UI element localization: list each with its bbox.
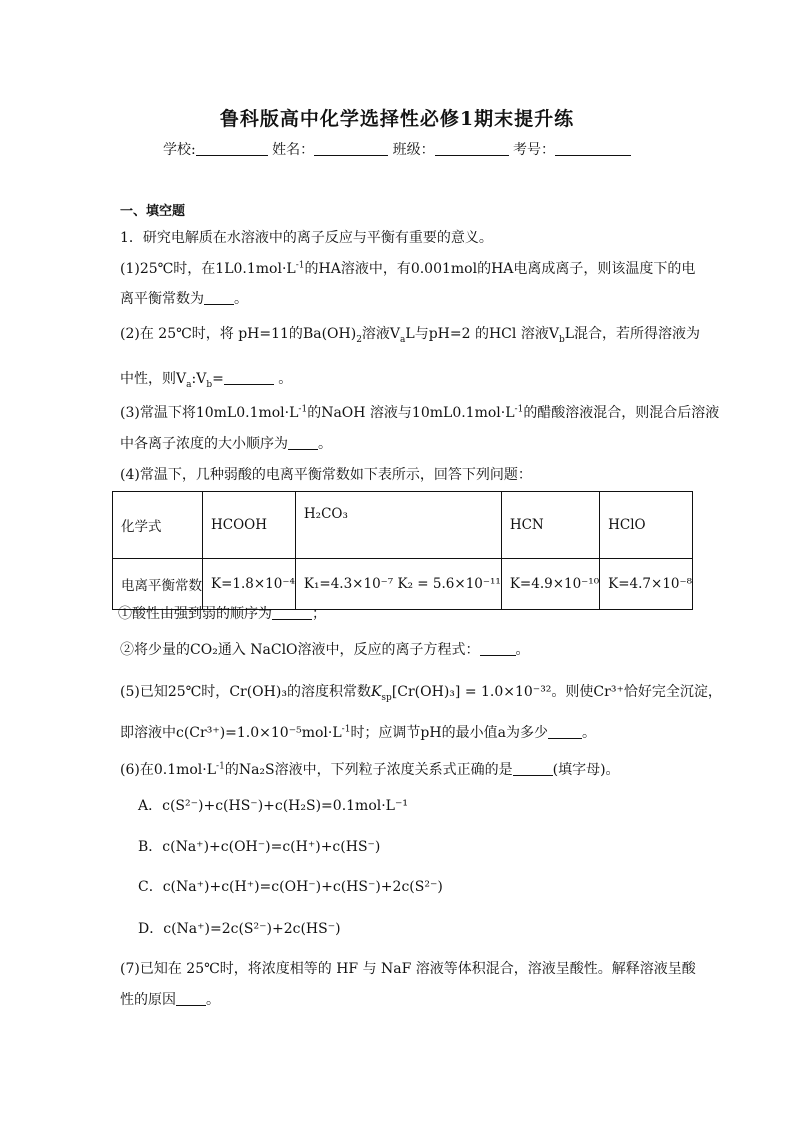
q7-line1: (7)已知在 25℃时，将浓度相等的 HF 与 NaF 溶液等体积混合，溶液呈酸性。解释溶液呈酸 [120, 961, 696, 977]
option-c: C．c(Na⁺)+c(H⁺)=c(OH⁻)+c(HS⁻)+2c(S²⁻) [138, 879, 443, 895]
page-title: 鲁科版高中化学选择性必修1期末提升练 [219, 108, 575, 130]
q6-line1: (6)在$0.1mol\cdot L^{-1}$的Na₂S溶液中，下列粒子浓度关系式正确的是 (填字母)。 [120, 761, 620, 778]
school-label: 学校: [162, 142, 196, 158]
q7-line2: 性的原因 。 [120, 992, 220, 1008]
table-row [113, 559, 693, 610]
q2-line1: (2)在 25℃时，将 pH=11的$Ba(OH)_2$溶液$V_aL$与pH=2 的HCl 溶液$V_bL$混合，若所得溶液为 [120, 326, 700, 345]
answer-blank [513, 761, 553, 776]
exam-number-label: 考号： [513, 142, 556, 158]
class-label: 班级： [392, 142, 435, 158]
q1-line1: (1)25℃时，在$1L0.1mol\cdot L^{-1}$的HA溶液中，有0.001mol的HA电离成离子，则该温度下的电 [120, 260, 696, 277]
table-cell: HCN [501, 492, 599, 559]
ionization-constants-table [112, 491, 693, 610]
table-cell: K₁=4.3×10⁻⁷ K₂ = 5.6×10⁻¹¹ [295, 559, 501, 610]
q5-line2: 即溶液中$c(Cr^{3+})=1.0\times 10^{-5}mol\cdot L^{-1}$时；应调节pH的最小值a为多少 。 [120, 724, 596, 741]
q3-line2: 中各离子浓度的大小顺序为 。 [120, 436, 332, 452]
school-blank [196, 141, 268, 156]
exam-number-blank [555, 141, 631, 156]
answer-blank [204, 290, 234, 305]
table-cell: 电离平衡常数 [113, 559, 203, 610]
option-b: B．c(Na⁺)+c(OH⁻)=c(H⁺)+c(HS⁻) [138, 839, 381, 855]
option-a: A．c(S²⁻)+c(HS⁻)+c(H₂S)=0.1mol·L⁻¹ [138, 798, 408, 814]
answer-blank [548, 724, 582, 739]
table-cell: HClO [600, 492, 693, 559]
answer-blank [176, 991, 206, 1006]
q2-line2: 中性，则$V_a:V_b=$ 。 [120, 371, 293, 390]
name-label: 姓名： [272, 142, 315, 158]
q4-sub1: ①酸性由强到弱的顺序为 ； [118, 606, 326, 622]
class-blank [435, 141, 509, 156]
answer-blank [272, 605, 312, 620]
table-cell: K=4.9×10⁻¹⁰ [501, 559, 599, 610]
q4-sub2: ②将少量的CO₂通入 NaClO溶液中，反应的离子方程式： 。 [120, 642, 530, 658]
answer-blank [224, 370, 274, 385]
table-cell: HCOOH [203, 492, 296, 559]
q5-line1: (5)已知25℃时，Cr(OH)₃的溶度积常数$K_{sp}[Cr(OH)_3] = 1.0\times 10^{-32}$。则使Cr³⁺恰好完全沉淀， [120, 684, 722, 703]
table-row [113, 492, 693, 559]
table-cell: 化学式 [113, 492, 203, 559]
q1-line2: 离平衡常数为 。 [120, 291, 248, 307]
question-intro: 1．研究电解质在水溶液中的离子反应与平衡有重要的意义。 [120, 230, 493, 246]
q3-line1: (3)常温下将$10mL0.1mol\cdot L^{-1}$的NaOH 溶液与$10mL0.1mol\cdot L^{-1}$的醋酸溶液混合，则混合后溶液 [120, 404, 720, 421]
answer-blank [480, 641, 516, 656]
q4-intro: (4)常温下，几种弱酸的电离平衡常数如下表所示，回答下列问题： [120, 467, 532, 483]
table-cell: H₂CO₃ [295, 492, 501, 559]
name-blank [314, 141, 388, 156]
section-title: 一、填空题 [120, 204, 186, 219]
student-info-line [0, 139, 794, 159]
option-d: D．c(Na⁺)=2c(S²⁻)+2c(HS⁻) [138, 921, 341, 937]
table-cell: K=4.7×10⁻⁸ [600, 559, 693, 610]
table-cell: K=1.8×10⁻⁴ [203, 559, 296, 610]
answer-blank [288, 435, 318, 450]
